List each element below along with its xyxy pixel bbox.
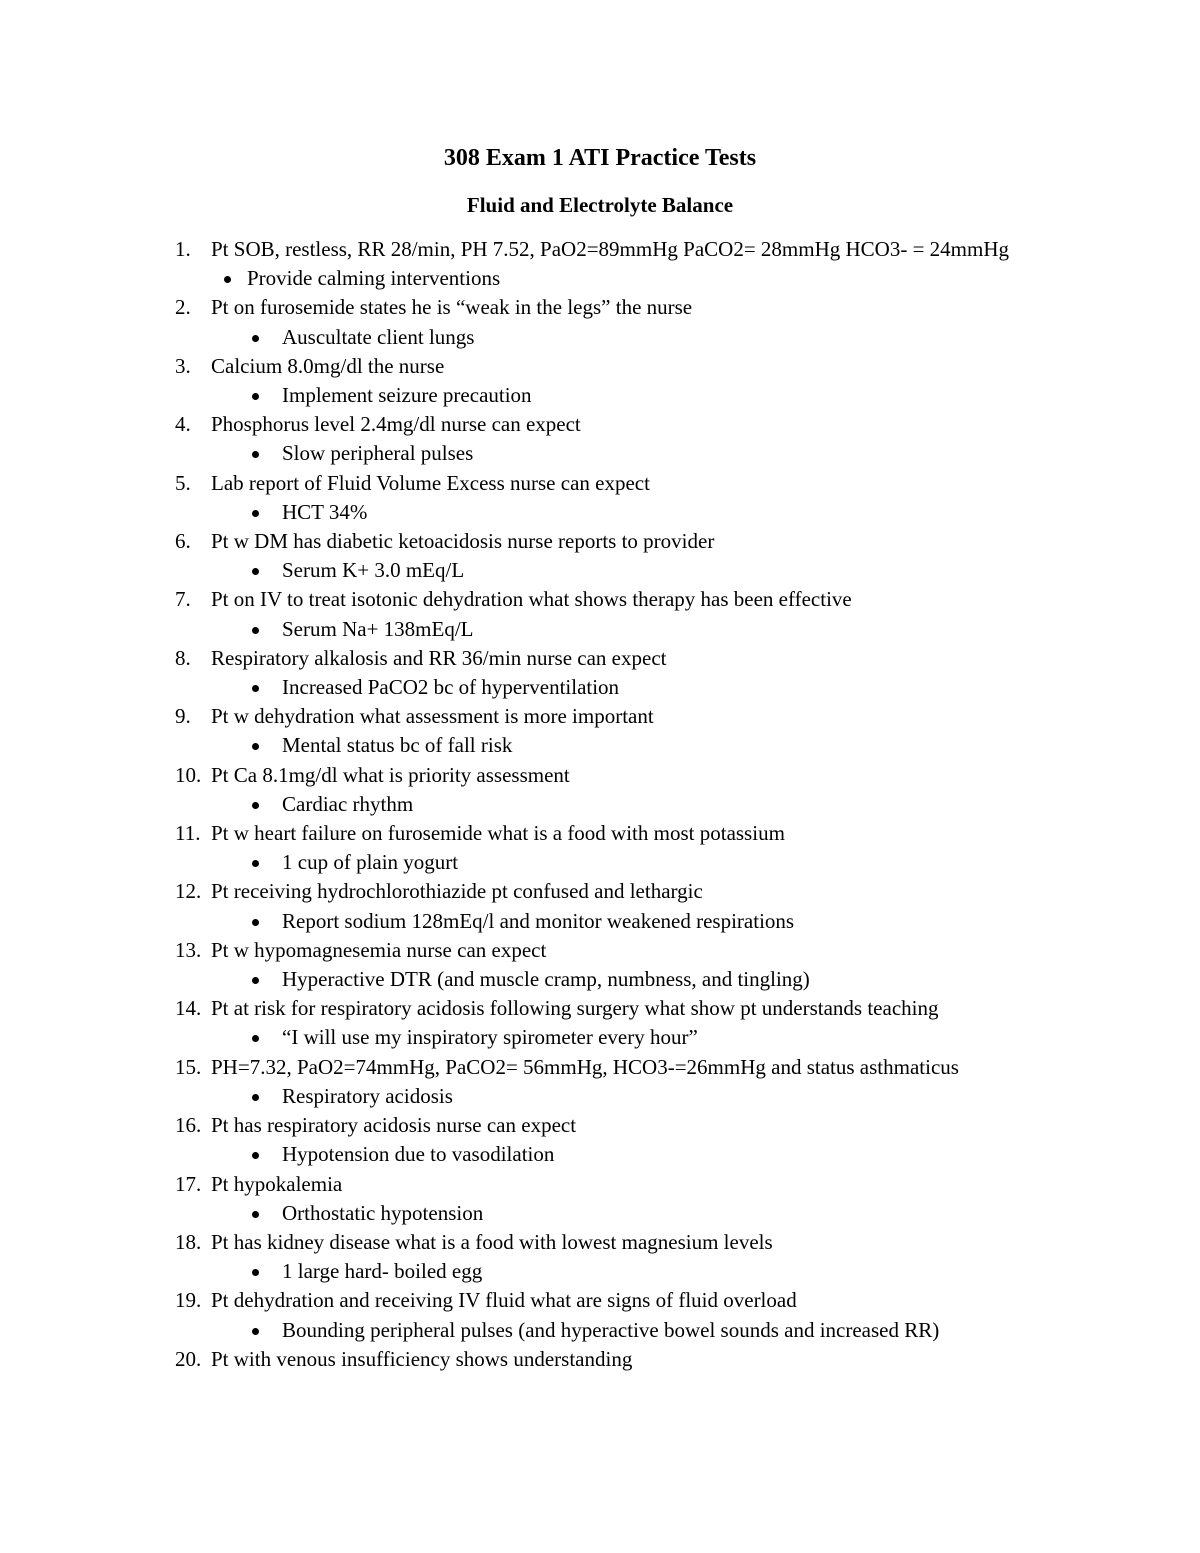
question-item bbox=[0, 293, 1061, 322]
question-item bbox=[0, 1286, 1061, 1315]
question-number: 16. bbox=[175, 1113, 202, 1138]
page-title: 308 Exam 1 ATI Practice Tests bbox=[443, 145, 757, 171]
question-item bbox=[0, 352, 1061, 381]
question-text: Pt receiving hydrochlorothiazide pt confused and lethargic bbox=[211, 879, 703, 904]
bullet-icon bbox=[252, 393, 259, 400]
question-item bbox=[0, 469, 1061, 498]
answer-item bbox=[0, 1257, 1082, 1286]
answer-item bbox=[0, 264, 1047, 293]
answer-text: Serum Na+ 138mEq/L bbox=[282, 616, 474, 641]
question-item bbox=[0, 1170, 1061, 1199]
question-number: 19. bbox=[175, 1288, 202, 1313]
bullet-icon bbox=[252, 977, 259, 984]
question-number: 20. bbox=[175, 1346, 202, 1371]
bullet-icon bbox=[252, 685, 259, 692]
question-text: Pt w dehydration what assessment is more important bbox=[211, 704, 654, 729]
answer-item bbox=[0, 323, 1082, 352]
question-number: 12. bbox=[175, 879, 202, 904]
question-item bbox=[0, 1345, 1061, 1374]
question-text: Pt with venous insufficiency shows understanding bbox=[211, 1346, 633, 1371]
bullet-icon bbox=[252, 1328, 259, 1335]
question-item bbox=[0, 936, 1061, 965]
question-list bbox=[0, 235, 1200, 1374]
bullet-icon bbox=[252, 1035, 259, 1042]
question-number: 5. bbox=[175, 470, 191, 495]
section-subtitle: Fluid and Electrolyte Balance bbox=[466, 193, 734, 217]
answer-text: Implement seizure precaution bbox=[282, 383, 532, 408]
answer-text: Mental status bc of fall risk bbox=[282, 733, 513, 758]
answer-item bbox=[0, 673, 1082, 702]
bullet-icon bbox=[252, 1211, 259, 1218]
bullet-icon bbox=[252, 1269, 259, 1276]
answer-text: 1 cup of plain yogurt bbox=[282, 850, 459, 875]
question-text: Pt has respiratory acidosis nurse can expect bbox=[211, 1113, 577, 1138]
question-text: Pt on furosemide states he is “weak in the legs” the nurse bbox=[211, 295, 693, 320]
question-item bbox=[0, 761, 1061, 790]
bullet-icon bbox=[252, 919, 259, 926]
question-number: 14. bbox=[175, 996, 202, 1021]
bullet-icon bbox=[252, 802, 259, 809]
answer-text: Provide calming interventions bbox=[247, 266, 501, 291]
answer-item bbox=[0, 1082, 1082, 1111]
question-item bbox=[0, 585, 1061, 614]
question-text: Pt at risk for respiratory acidosis following surgery what show pt understands teaching bbox=[211, 996, 939, 1021]
answer-text: Serum K+ 3.0 mEq/L bbox=[282, 558, 465, 583]
question-item bbox=[0, 527, 1061, 556]
answer-item bbox=[0, 381, 1082, 410]
question-number: 7. bbox=[175, 587, 191, 612]
question-text: Pt w hypomagnesemia nurse can expect bbox=[211, 937, 547, 962]
question-number: 6. bbox=[175, 529, 191, 554]
answer-text: HCT 34% bbox=[282, 499, 368, 524]
answer-item bbox=[0, 439, 1082, 468]
answer-item bbox=[0, 907, 1082, 936]
question-number: 15. bbox=[175, 1054, 202, 1079]
bullet-icon bbox=[224, 276, 231, 283]
question-text: Respiratory alkalosis and RR 36/min nurse can expect bbox=[211, 645, 667, 670]
question-number: 11. bbox=[175, 821, 201, 846]
question-number: 8. bbox=[175, 645, 191, 670]
bullet-icon bbox=[252, 1094, 259, 1101]
answer-text: Bounding peripheral pulses (and hyperactive bowel sounds and increased RR) bbox=[282, 1317, 940, 1342]
question-item bbox=[0, 410, 1061, 439]
answer-item bbox=[0, 1140, 1082, 1169]
question-text: PH=7.32, PaO2=74mmHg, PaCO2= 56mmHg, HCO3-=26mmHg and status asthmaticus bbox=[211, 1054, 959, 1079]
answer-item bbox=[0, 498, 1082, 527]
question-number: 9. bbox=[175, 704, 191, 729]
question-number: 4. bbox=[175, 412, 191, 437]
question-text: Pt Ca 8.1mg/dl what is priority assessment bbox=[211, 762, 570, 787]
answer-text: Slow peripheral pulses bbox=[282, 441, 474, 466]
bullet-icon bbox=[252, 335, 259, 342]
question-text: Lab report of Fluid Volume Excess nurse can expect bbox=[211, 470, 650, 495]
question-text: Pt dehydration and receiving IV fluid what are signs of fluid overload bbox=[211, 1288, 797, 1313]
answer-text: Report sodium 128mEq/l and monitor weakened respirations bbox=[282, 908, 795, 933]
question-number: 1. bbox=[175, 237, 191, 261]
answer-text: Orthostatic hypotension bbox=[282, 1200, 484, 1225]
answer-item bbox=[0, 556, 1082, 585]
answer-item bbox=[0, 731, 1082, 760]
question-text: Pt w heart failure on furosemide what is a food with most potassium bbox=[211, 821, 785, 846]
answer-text: Respiratory acidosis bbox=[282, 1083, 453, 1108]
question-item bbox=[0, 235, 1061, 264]
question-item bbox=[0, 1228, 1061, 1257]
answer-text: “I will use my inspiratory spirometer every hour” bbox=[282, 1025, 698, 1050]
bullet-icon bbox=[252, 510, 259, 517]
bullet-icon bbox=[252, 627, 259, 634]
question-item bbox=[0, 644, 1061, 673]
question-text: Pt SOB, restless, RR 28/min, PH 7.52, PaO2=89mmHg PaCO2= 28mmHg HCO3- = 24mmHg bbox=[211, 237, 1009, 261]
question-item bbox=[0, 819, 1061, 848]
answer-item bbox=[0, 848, 1082, 877]
question-text: Calcium 8.0mg/dl the nurse bbox=[211, 353, 445, 378]
question-item bbox=[0, 994, 1061, 1023]
answer-text: Cardiac rhythm bbox=[282, 791, 414, 816]
answer-text: Auscultate client lungs bbox=[282, 324, 475, 349]
bullet-icon bbox=[252, 1152, 259, 1159]
question-number: 18. bbox=[175, 1229, 202, 1254]
answer-item bbox=[0, 965, 1082, 994]
answer-item bbox=[0, 1199, 1082, 1228]
question-number: 10. bbox=[175, 762, 202, 787]
question-number: 2. bbox=[175, 295, 191, 320]
answer-text: 1 large hard- boiled egg bbox=[282, 1259, 483, 1284]
question-item bbox=[0, 877, 1061, 906]
bullet-icon bbox=[252, 451, 259, 458]
question-number: 17. bbox=[175, 1171, 202, 1196]
question-item bbox=[0, 1111, 1061, 1140]
question-number: 3. bbox=[175, 353, 191, 378]
question-text: Pt on IV to treat isotonic dehydration what shows therapy has been effective bbox=[211, 587, 852, 612]
question-text: Phosphorus level 2.4mg/dl nurse can expect bbox=[211, 412, 581, 437]
bullet-icon bbox=[252, 568, 259, 575]
question-item bbox=[0, 1053, 1061, 1082]
bullet-icon bbox=[252, 743, 259, 750]
question-text: Pt w DM has diabetic ketoacidosis nurse reports to provider bbox=[211, 529, 715, 554]
question-item bbox=[0, 702, 1061, 731]
question-number: 13. bbox=[175, 937, 202, 962]
bullet-icon bbox=[252, 860, 259, 867]
answer-item bbox=[0, 1023, 1082, 1052]
answer-text: Hyperactive DTR (and muscle cramp, numbness, and tingling) bbox=[282, 967, 810, 992]
answer-item bbox=[0, 1316, 1082, 1345]
answer-text: Increased PaCO2 bc of hyperventilation bbox=[282, 675, 620, 700]
question-text: Pt hypokalemia bbox=[211, 1171, 343, 1196]
answer-item bbox=[0, 790, 1082, 819]
answer-item bbox=[0, 615, 1082, 644]
answer-text: Hypotension due to vasodilation bbox=[282, 1142, 555, 1167]
question-text: Pt has kidney disease what is a food with lowest magnesium levels bbox=[211, 1229, 773, 1254]
